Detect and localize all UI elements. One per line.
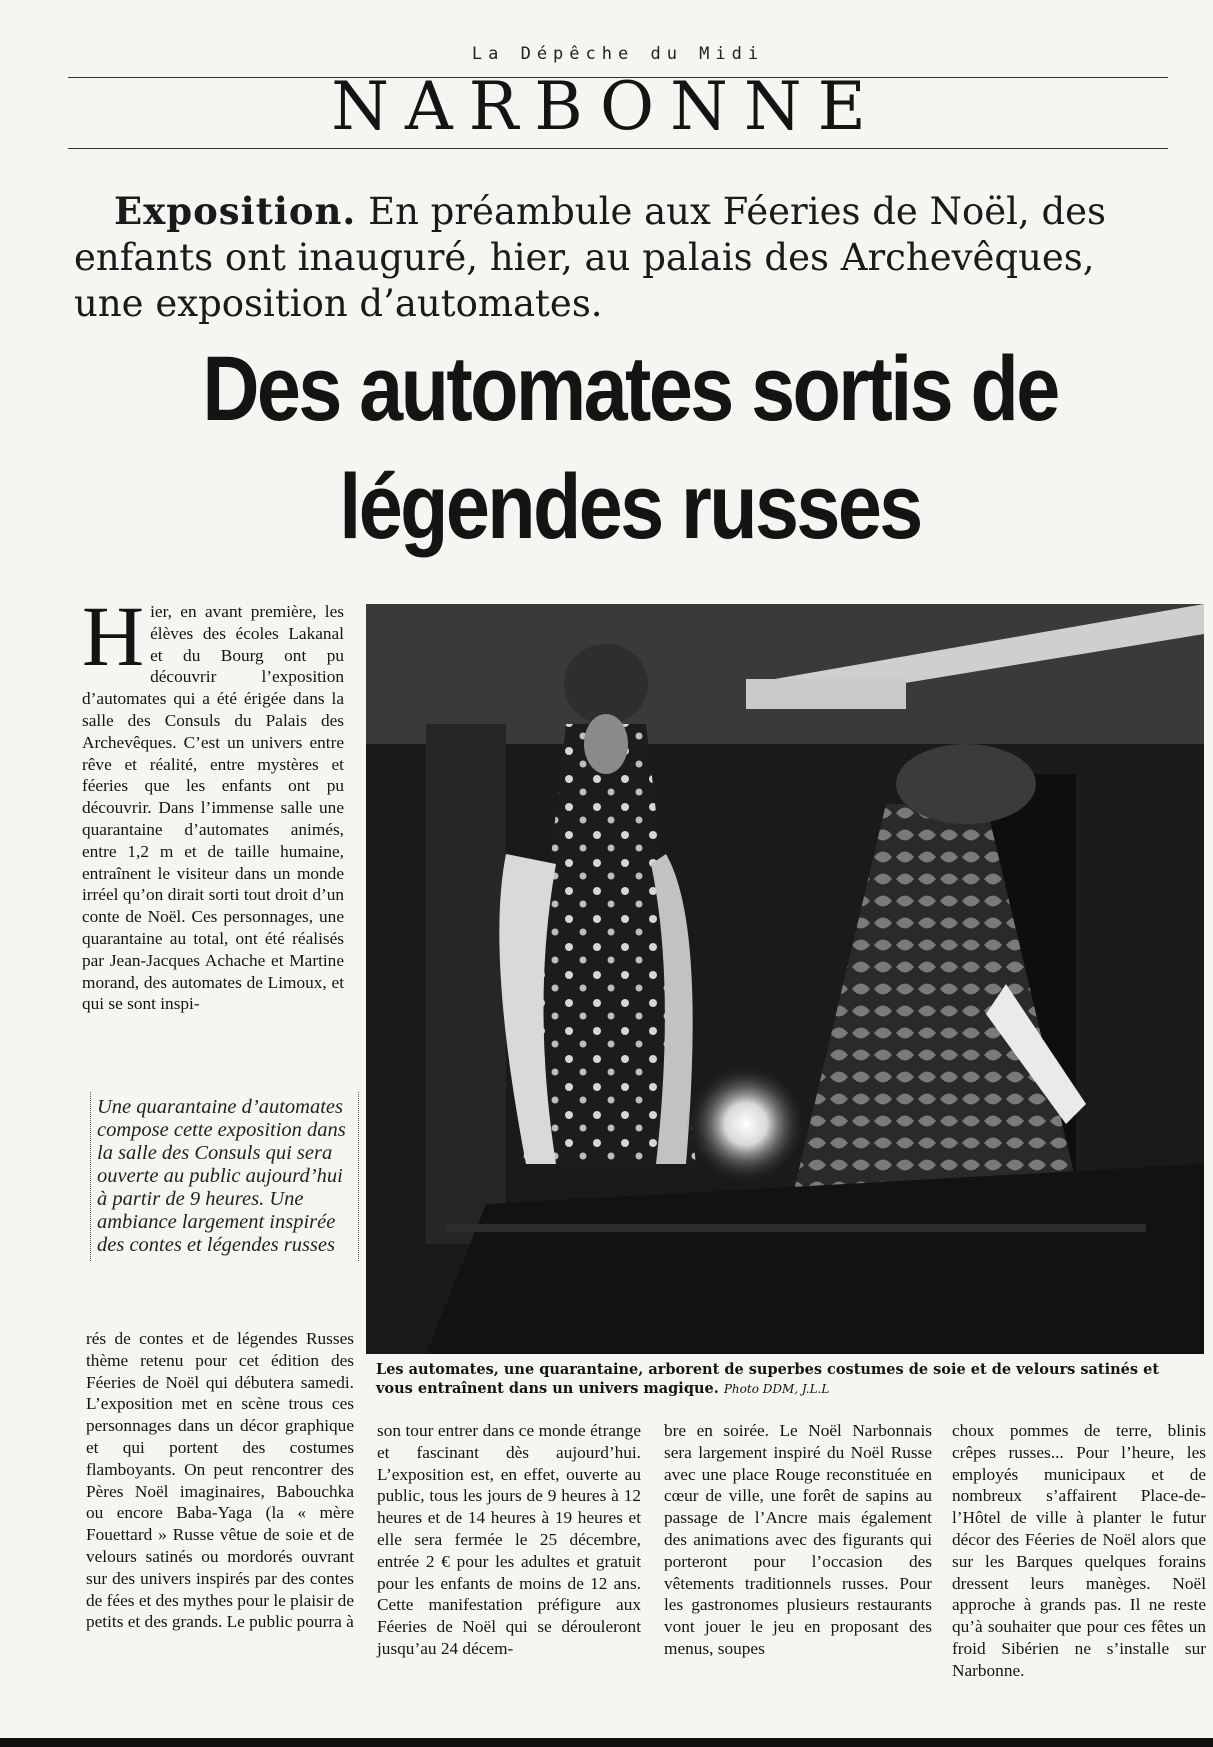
masthead <box>68 44 1168 64</box>
deck-text: En préambule aux Féeries de Noël, des enfants ont inauguré, hier, au palais des Archevêques, une exposition d’automates. <box>74 190 1107 325</box>
photo-caption <box>376 1360 1196 1399</box>
scan-edge <box>0 1738 1213 1747</box>
photo-credit: Photo DDM, J.L.L <box>723 1382 830 1396</box>
pull-quote: Une quarantaine d’automates compose cette exposition dans la salle des Consuls qui sera ouverte au public aujourd’hui à partir de 9 heures. Une ambiance largement inspirée des contes et légendes russes <box>90 1092 359 1261</box>
caption-text: Les automates, une quarantaine, arborent de superbes costumes de soie et de velours satinés et vous entraînent dans un univers magique. <box>376 1361 1160 1397</box>
section-title: NARBONNE <box>331 68 882 145</box>
headline: Des automates sortis de légendes russes <box>202 338 1058 558</box>
article-text: ier, en avant première, les élèves des écoles Lakanal et du Bourg ont pu découvrir l’exposition d’automates qui a été érigée dans la salle des Consuls du Palais des Archevêques. C’est un univers entre rêve et réalité, entre mystères et féeries que les enfants ont pu découvrir. Dans l’immense salle une quarantaine d’automates animés, entre 1,2 m et de taille humaine, entraînent le visiteur dans un monde irréel qu’on dirait sorti tout droit d’un conte de Noël. Ces personnages, une quarantaine au total, ont été réalisés par Jean-Jacques Achache et Martine morand, des automates de Limoux, et qui se sont inspi- <box>82 602 344 1014</box>
article-column-3: bre en soirée. Le Noël Narbonnais sera largement inspiré du Noël Russe avec une place Rouge reconstituée en cœur de ville, une forêt de sapins au passage de l’Ancre mais également des animations avec des figurants qui porteront pour l’occasion des vêtements traditionnels russes. Pour les gastronomes plusieurs restaurants vont jouer le jeu en proposant des menus, soupes <box>664 1421 932 1658</box>
article-column-2: son tour entrer dans ce monde étrange et fascinant dès aujourd’hui. L’exposition est, en effet, ouverte au public, tous les jours de 9 heures à 12 heures et de 14 heures à 19 heures et elle sera fermée le 25 décembre, entrée 2 € pour les adultes et gratuit pour les enfants de moins de 12 ans. Cette manifestation préfigure aux Féeries de Noël qui se dérouleront jusqu’au 24 décem- <box>377 1421 641 1658</box>
article-column-4: choux pommes de terre, blinis crêpes russes... Pour l’heure, les employés municipaux et de nombreux s’affairent Place-de-l’Hôtel de ville à planter le futur décor des Féeries de Noël alors que sur les Barques quelques forains dressent leurs manèges. Noël approche à grands pas. Il ne reste qu’à souhaiter que pour ces fêtes un froid Sibérien ne s’installe sur Narbonne. <box>952 1421 1206 1680</box>
photo-illustration <box>366 604 1204 1354</box>
article-column-1-top <box>82 588 344 1015</box>
deck-label: Exposition. <box>114 189 357 233</box>
newspaper-name: La Dépêche du Midi <box>471 44 765 64</box>
automates-photo <box>366 604 1204 1354</box>
deck <box>74 188 1164 327</box>
masthead-bottom-rule <box>68 148 1168 149</box>
dropcap: H <box>82 588 145 684</box>
article-column-1-bottom: rés de contes et de légendes Russes thème retenu pour cet édition des Féeries de Noël qui débutera samedi. L’exposition met en scène trous ces personnages dans un décor graphique et qui portent des costumes flamboyants. On peut rencontrer des Pères Noël imaginaires, Babouchka ou encore Baba-Yaga (la « mère Fouettard » Russe vêtue de soie et de velours satinés ou mordorés ouvrant sur des univers inspirés par des contes de fées et des mythes pour le plaisir de petits et des grands. Le public pourra à <box>86 1329 354 1632</box>
